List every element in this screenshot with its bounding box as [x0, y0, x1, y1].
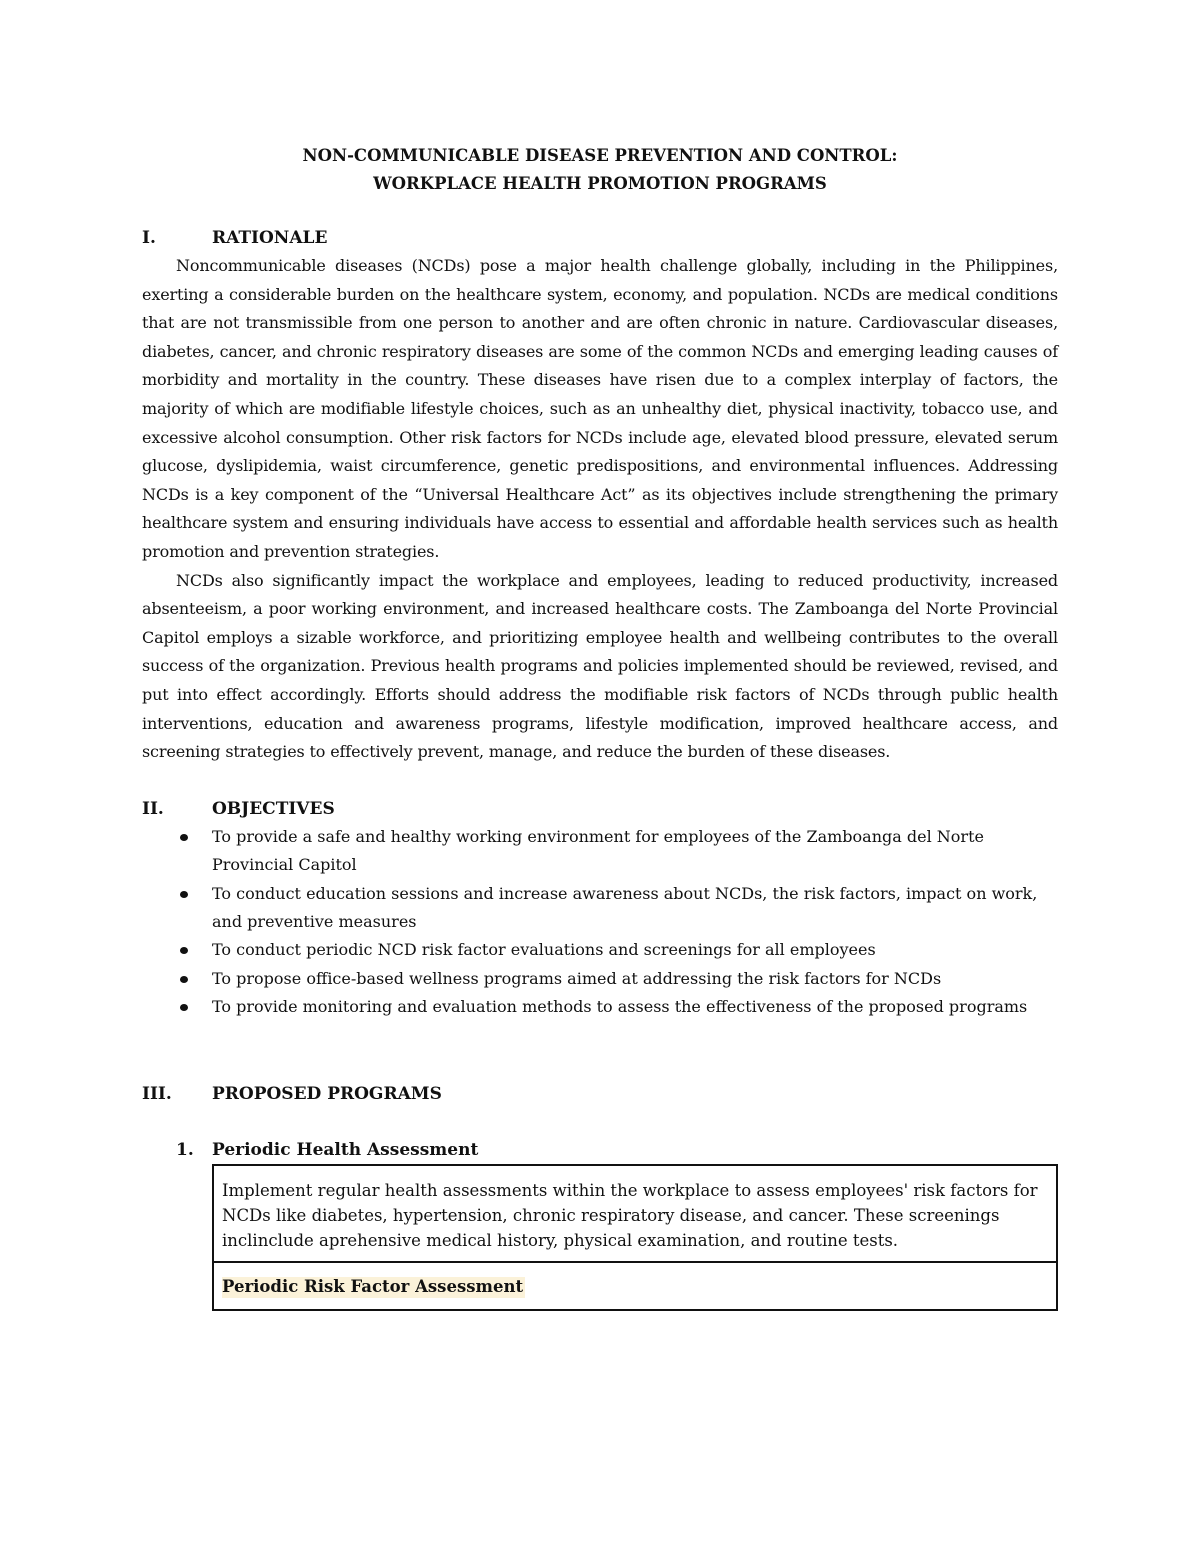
section-title: RATIONALE	[212, 228, 328, 248]
section-heading-programs	[142, 1080, 1058, 1108]
section-numeral: I.	[142, 228, 156, 248]
program-description: Implement regular health assessments within the workplace to assess employees' risk factors for NCDs like diabetes, hypertension, chronic respiratory disease, and cancer. These screenings inclinclude aprehensive medical history, physical examination, and routine tests.	[214, 1166, 1056, 1263]
list-item: To provide a safe and healthy working environment for employees of the Zamboanga del Norte Provincial Capitol	[212, 823, 1058, 880]
bullet-icon	[180, 834, 188, 841]
bullet-icon	[180, 976, 188, 983]
bullet-icon	[180, 1004, 188, 1011]
section-title: OBJECTIVES	[212, 798, 335, 819]
section-numeral: II.	[142, 798, 164, 819]
bullet-icon	[180, 891, 188, 898]
document-page	[142, 142, 1058, 1311]
program-table	[212, 1164, 1058, 1311]
document-title-line1: NON-COMMUNICABLE DISEASE PREVENTION AND CONTROL:	[302, 146, 898, 165]
program-title: Periodic Health Assessment	[212, 1139, 479, 1160]
section-heading-objectives	[142, 795, 1058, 823]
rationale-paragraph-1: Noncommunicable diseases (NCDs) pose a major health challenge globally, including in the Philippines, exerting a considerable burden on the healthcare system, economy, and population. NCDs are medical conditions that are not transmissible from one person to another and are often chronic in nature. Cardiovascular diseases, diabetes, cancer, and chronic respiratory diseases are some of the common NCDs and emerging leading causes of morbidity and mortality in the country. These diseases have risen due to a complex interplay of factors, the majority of which are modifiable lifestyle choices, such as an unhealthy diet, physical inactivity, tobacco use, and excessive alcohol consumption. Other risk factors for NCDs include age, elevated blood pressure, elevated serum glucose, dyslipidemia, waist circumference, genetic predispositions, and environmental influences. Addressing NCDs is a key component of the “Universal Healthcare Act” as its objectives include strengthening the primary healthcare system and ensuring individuals have access to essential and affordable health services such as health promotion and prevention strategies.	[142, 256, 1058, 561]
program-subheading-row	[214, 1263, 1056, 1309]
list-item: To conduct education sessions and increase awareness about NCDs, the risk factors, impact on work, and preventive measures	[212, 880, 1058, 937]
section-heading-rationale	[142, 224, 1058, 252]
section-numeral: III.	[142, 1083, 172, 1104]
list-item: To propose office-based wellness programs aimed at addressing the risk factors for NCDs	[212, 965, 1058, 993]
list-item: To provide monitoring and evaluation methods to assess the effectiveness of the proposed programs	[212, 993, 1058, 1021]
section-title: PROPOSED PROGRAMS	[212, 1083, 442, 1104]
document-title-line2: WORKPLACE HEALTH PROMOTION PROGRAMS	[373, 174, 827, 193]
program-number: 1.	[176, 1139, 194, 1160]
program-subheading: Periodic Risk Factor Assessment	[222, 1276, 524, 1296]
program-heading	[142, 1136, 1058, 1164]
list-item: To conduct periodic NCD risk factor evaluations and screenings for all employees	[212, 936, 1058, 964]
rationale-paragraph-2: NCDs also significantly impact the workplace and employees, leading to reduced productivity, increased absenteeism, a poor working environment, and increased healthcare costs. The Zamboanga del Norte Provincial Capitol employs a sizable workforce, and prioritizing employee health and wellbeing contributes to the overall success of the organization. Previous health programs and policies implemented should be reviewed, revised, and put into effect accordingly. Efforts should address the modifiable risk factors of NCDs through public health interventions, education and awareness programs, lifestyle modification, improved healthcare access, and screening strategies to effectively prevent, manage, and reduce the burden of these diseases.	[142, 570, 1058, 762]
bullet-icon	[180, 947, 188, 954]
objectives-list	[142, 823, 1058, 1022]
